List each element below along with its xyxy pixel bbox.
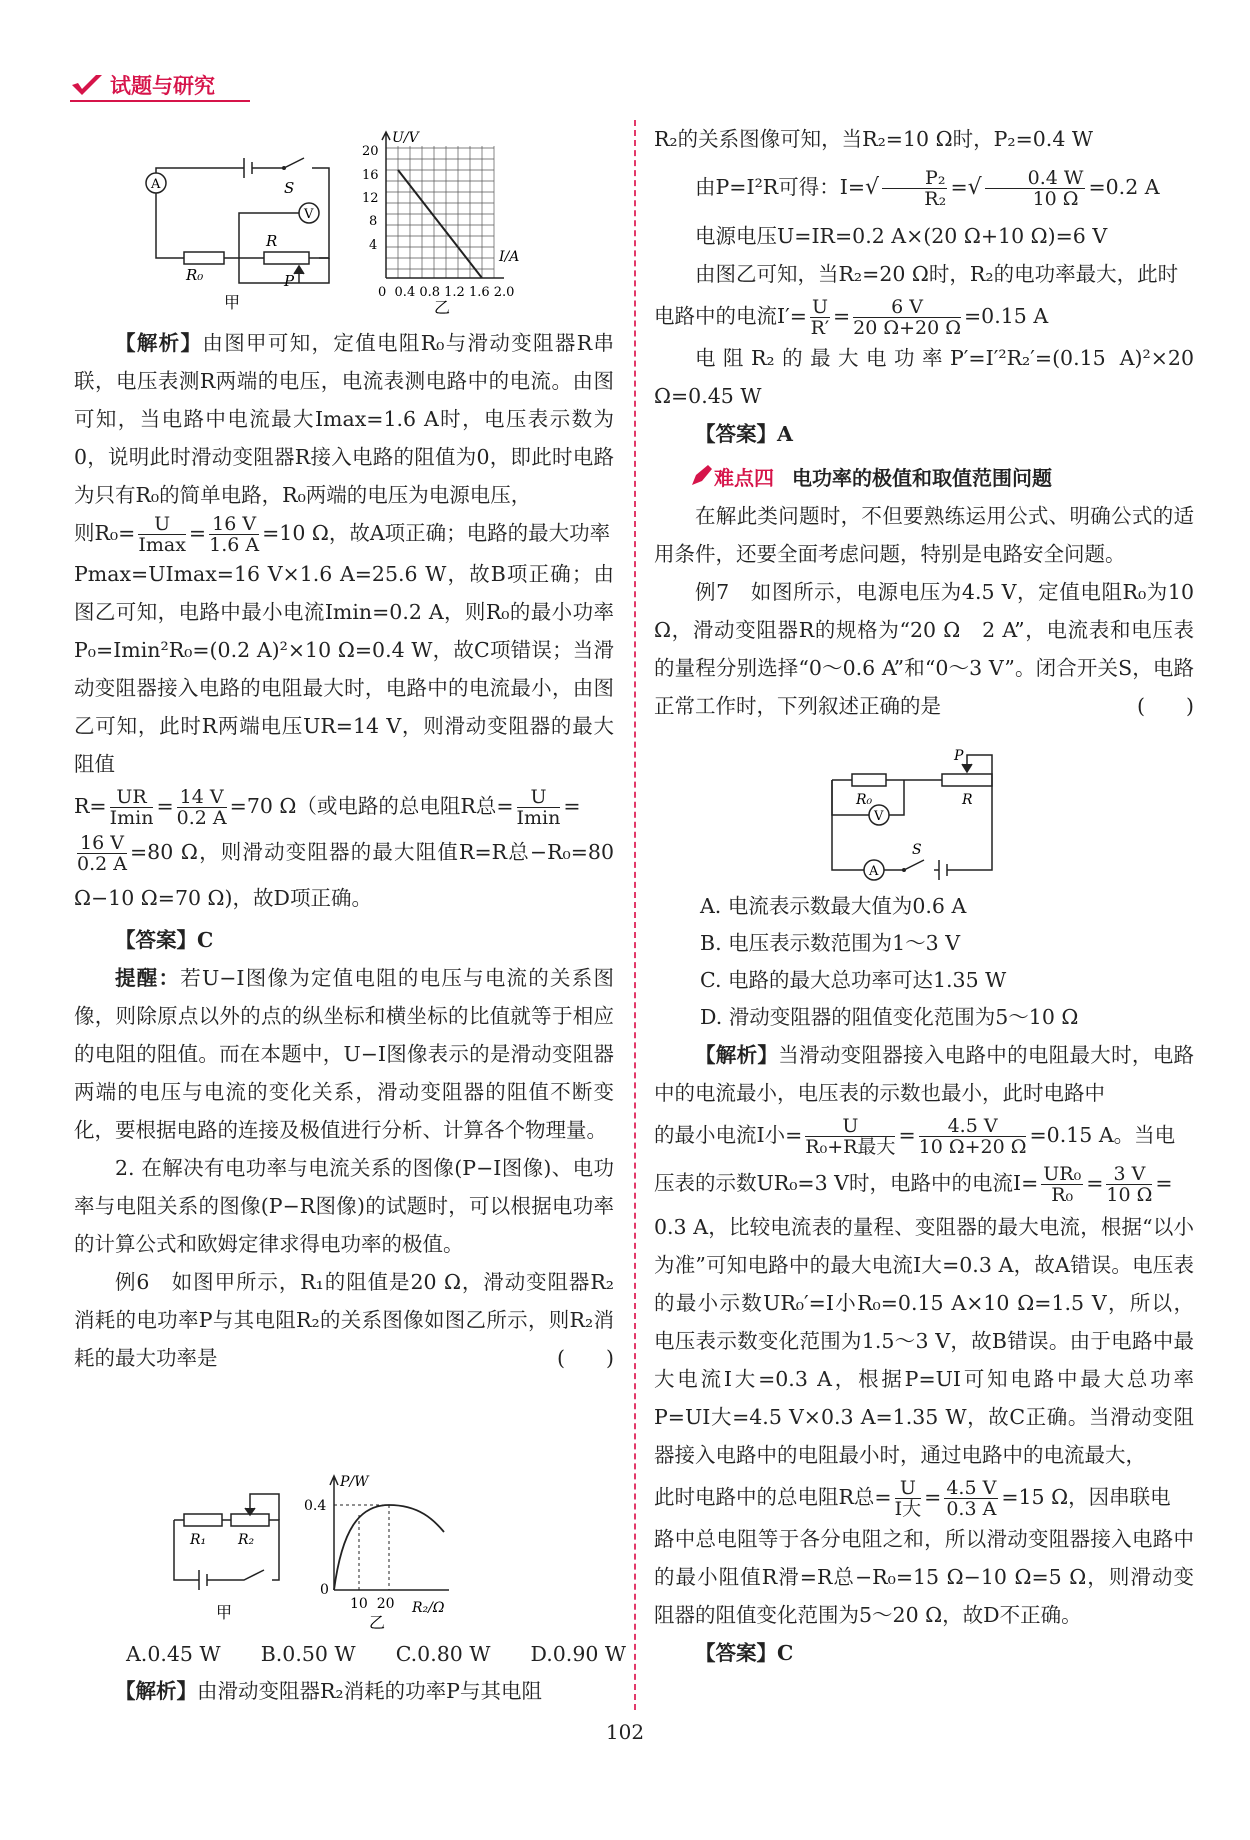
answer-example7: 【答案】C — [695, 1641, 794, 1665]
page-header — [70, 70, 215, 100]
voltmeter-label-3: V — [874, 809, 884, 824]
fraction-p2-r2: $\frac{\text{P₂}}{\text{R₂}}$ — [882, 168, 947, 209]
equals-sign-2: = — [1155, 1171, 1173, 1195]
analysis-tag-2: 【解析】 — [115, 1679, 197, 1703]
pen-icon — [688, 463, 714, 489]
analysis-r-middle: =70 Ω（或电路的总电阻R总= — [229, 794, 514, 818]
fraction-4.5v-30ohm: $\frac{4.5 V}{10 \Omega+20 \Omega}$ — [918, 1115, 1027, 1158]
fraction-14v-0.2a: $\frac{14 V}{0.2 A}$ — [176, 786, 227, 829]
figure-2-circuit-and-graph — [164, 1470, 524, 1630]
fraction-u-imin: $\frac{U}{Imin}$ — [516, 786, 561, 829]
slider-p-label: P — [284, 272, 295, 290]
resistor-r1-label: R₁ — [190, 1532, 207, 1548]
figure2-label-jia: 甲 — [216, 1603, 233, 1622]
option-b: B.0.50 W — [260, 1642, 356, 1666]
figure-label-yi: 乙 — [434, 298, 451, 317]
y-tick-20: 20 — [362, 144, 379, 159]
formula-iprime-result: =0.15 A — [964, 304, 1049, 328]
analysis-example6-text: 由滑动变阻器R₂消耗的功率P与其电阻 — [197, 1679, 542, 1703]
voltmeter-label: V — [304, 207, 314, 222]
p-axis-label: P/W — [340, 1474, 369, 1490]
formula-i-result: =0.2 A — [1088, 175, 1160, 199]
figure-3-circuit — [824, 750, 1024, 880]
tip-tag: 提醒： — [115, 966, 181, 990]
option7-c: C. 电路的最大总功率可达1.35 W — [700, 968, 1007, 992]
analysis7-text-3: 路中总电阻等于各分电阻之和，所以滑动变阻器接入电路中的最小阻值R滑=R总−R₀=15 Ω−10 Ω=5 Ω，则滑动变阻器的阻值变化范围为5～20 Ω，故D不正确。 — [654, 1527, 1194, 1627]
r-text-6: 电阻R₂的最大电功率P′=I′²R₂′=(0.15 A)²×20 Ω=0.45 W — [654, 346, 1194, 408]
header-underline — [70, 100, 250, 102]
analysis-text-2: Pmax=UImax=16 V×1.6 A=25.6 W，故B项正确；由图乙可知，电路中最小电流Imin=0.2 A，则R₀的最小功率P₀=Imin²R₀=(0.2 A)²×10 Ω=0.4 W，故C项错误；当滑动变阻器接入电路的电阻最大时，电路中的电流最小，由图乙可知，此时R两端电压UR=14 V，则滑动变阻器的最大阻值 — [74, 562, 614, 776]
resistor-r0-label-3: R₀ — [856, 792, 873, 808]
formula-imin-result: =0.15 A。当电 — [1029, 1123, 1176, 1147]
formula-i-ur0-prefix: 压表的示数UR₀=3 V时，电路中的电流I= — [654, 1171, 1039, 1195]
fraction-ur0-r0: $\frac{\text{UR₀}}{\text{R₀}}$ — [1043, 1163, 1082, 1206]
y-tick-4: 4 — [369, 238, 378, 253]
hard-point-title: 电功率的极值和取值范围问题 — [792, 465, 1052, 490]
analysis-text-3: =80 Ω，则滑动变阻器的最大阻值R=R总−R₀=80 Ω−10 Ω=70 Ω)，故D项正确。 — [74, 840, 614, 910]
figure-label-jia: 甲 — [224, 293, 241, 312]
formula-imin-prefix: 的最小电流I小= — [654, 1123, 803, 1147]
x-ticks-10-20: 10 20 — [350, 1596, 395, 1612]
fraction-16v-0.2a: $\frac{16 V}{0.2 A}$ — [77, 832, 127, 875]
figure-1-circuit-and-graph — [144, 128, 520, 317]
equals-sign: = — [563, 794, 581, 818]
tip-text: 若U−I图像为定值电阻的电压与电流的关系图像，则除原点以外的点的纵坐标和横坐标的比值就等于相应的电阻的阻值。而在本题中，U−I图像表示的是滑动变阻器两端的电压与电流的变化关系，滑动变阻器的阻值不断变化，要根据电路的连接及极值进行分析、计算各个物理量。 — [74, 966, 615, 1142]
origin-label: 0 — [320, 1582, 329, 1598]
option-c: C.0.80 W — [395, 1642, 491, 1666]
slider-p-label-3: P — [954, 748, 964, 764]
analysis-r0-prefix: 则R₀= — [74, 521, 136, 545]
r-axis-label: R₂/Ω — [412, 1600, 445, 1616]
resistor-r-label: R — [266, 232, 278, 250]
y-tick-0.4: 0.4 — [304, 1498, 327, 1514]
analysis7-text-2: 0.3 A，比较电流表的量程、变阻器的最大电流，根据“以小为准”可知电路中的最大电流I大=0.3 A，故A错误。电压表的最小示数UR₀′=I小R₀=0.15 A×10 Ω=1.5 V，所以，电压表示数变化范围为1.5～3 V，故B错误。由于电路中最大电流I大=0.3 A，根据P=UI可知电路中最大总功率P=UI大=4.5 V×0.3 A=1.35 W，故C正确。当滑动变阻器接入电路中的电阻最小时，通过电路中的电流最大， — [654, 1215, 1194, 1467]
fraction-4.5v-0.3a: $\frac{4.5 V}{0.3 A}$ — [946, 1477, 997, 1520]
example7-answer-blank: ( ) — [1137, 694, 1194, 718]
switch-label: S — [284, 179, 295, 197]
resistor-r0-label: R₀ — [186, 266, 204, 284]
method-2-text: 2. 在解决有电功率与电流关系的图像(P−I图像)、电功率与电阻关系的图像(P−R图像)的试题时，可以根据电功率的计算公式和欧姆定律求得电功率的极值。 — [74, 1156, 614, 1256]
option-d: D.0.90 W — [530, 1642, 626, 1666]
y-tick-12: 12 — [362, 191, 379, 206]
analysis-tag: 【解析】 — [115, 331, 203, 355]
figure2-label-yi: 乙 — [369, 1613, 386, 1632]
analysis-r0-suffix: =10 Ω，故A项正确；电路的最大功率 — [262, 521, 611, 545]
formula-iprime-prefix: 电路中的电流I′= — [654, 304, 807, 328]
ammeter-label-3: A — [869, 864, 879, 879]
y-tick-8: 8 — [369, 214, 378, 229]
formula-rtotal-prefix: 此时电路中的总电阻R总= — [654, 1485, 892, 1509]
analysis-example7: 【解析】当滑动变阻器接入电路中的电阻最大时，电路中的电流最小，电压表的示数也最小，此时电路中 的最小电流I小= $\frac{U}{\text{R₀+R最大}}$ = $\frac{4.5 V}{10 \Omega+20 \Omega}$ =0.15 A。当电 压表的示数UR₀=3 V时，电路中的电流I= $\frac{\text{UR₀}}{\text{R₀}}$ = $\frac{3 V}{10 \Omega}$ = 0.3 A，比较电流表的量程、变阻器的最大电流，根据“以小为准”可知电路中的最大电流I大=0.3 A，故A错误。电压表的最小示数UR₀′=I小R₀=0.15 A×10 Ω=1.5 V，所以，电压表示数变化范围为1.5～3 V，故B错误。由于电路中最大电流I大=0.3 A，根据P=UI可知电路中最大总功率P=UI大=4.5 V×0.3 A=1.35 W，故C正确。当滑动变阻器接入电路中的电阻最小时，通过电路中的电流最大， 此时电路中的总电阻R总= $\frac{U}{\text{I大}}$ = $\frac{4.5 V}{0.3 A}$ =15 Ω，因串联电 路中总电阻等于各分电阻之和，所以滑动变阻器接入电路中的最小阻值R滑=R总−R₀=15 Ω−10 Ω=5 Ω，则滑动变阻器的阻值变化范围为5～20 Ω，故D不正确。 【答案】C — [654, 1036, 1194, 1672]
example7-options — [700, 888, 1194, 1036]
answer-example5: 【答案】C — [115, 928, 214, 952]
analysis-example6-start — [74, 1672, 614, 1710]
u-axis-label: U/V — [392, 130, 419, 146]
fraction-u-imax: $\frac{U}{Imax}$ — [138, 513, 186, 556]
fraction-6v-40ohm: $\frac{6 V}{20 \Omega+20 \Omega}$ — [853, 296, 961, 339]
x-ticks: 0 0.4 0.8 1.2 1.6 2.0 — [378, 285, 515, 300]
example6-answer-blank: ( ) — [557, 1346, 614, 1370]
hard-point-heading — [688, 459, 1194, 493]
analysis-example5: 【解析】由图甲可知，定值电阻R₀与滑动变阻器R串联，电压表测R两端的电压，电流表测电路中的电流。由图可知，当电路中电流最大Imax=1.6 A时，电压表示数为0，说明此时滑动变阻器R接入电路的阻值为0，即此时电路为只有R₀的简单电路，R₀两端的电压为电源电压， 则R₀= $\frac{U}{Imax}$ = $\frac{16 V}{1.6 A}$ =10 Ω，故A项正确；电路的最大功率 Pmax=UImax=16 V×1.6 A=25.6 W，故B项正确；由图乙可知，电路中最小电流Imin=0.2 A，则R₀的最小功率P₀=Imin²R₀=(0.2 A)²×10 Ω=0.4 W，故C项错误；当滑动变阻器接入电路的电阻最大时，电路中的电流最小，由图乙可知，此时R两端电压UR=14 V，则滑动变阻器的最大阻值 R= $\frac{UR}{Imin}$ = $\frac{14 V}{0.2 A}$ =70 Ω（或电路的总电阻R总= $\frac{U}{Imin}$ = $\frac{16 V}{0.2 A}$ =80 Ω，则滑动变阻器的最大阻值R=R总−R₀=80 Ω−10 Ω=70 Ω)，故D项正确。 【答案】C 提醒：若U−I图像为定值电阻的电压与电流的关系图像，则除原点以外的点的纵坐标和横坐标的比值就等于相应的电阻的阻值。而在本题中，U−I图像表示的是滑动变阻器两端的电压与电流的变化关系，滑动变阻器的阻值不断变化，要根据电路的连接及极值进行分析、计算各个物理量。 2. 在解决有电功率与电流关系的图像(P−I图像)、电功率与电阻关系的图像(P−R图像)的试题时，可以根据电功率的计算公式和欧姆定律求得电功率的极值。 例6 如图甲所示，R₁的阻值是20 Ω，滑动变阻器R₂消耗的电功率P与其电阻R₂的关系图像如图乙所示，则R₂消耗的最大功率是 ( ) — [74, 324, 614, 1377]
analysis-text-1: 由图甲可知，定值电阻R₀与滑动变阻器R串联，电压表测R两端的电压，电流表测电路中的电流。由图可知，当电路中电流最大Imax=1.6 A时，电压表示数为0，说明此时滑动变阻器R接入电路的阻值为0，即此时电路为只有R₀的简单电路，R₀两端的电压为电源电压， — [74, 331, 615, 507]
resistor-r2-label: R₂ — [238, 1532, 255, 1548]
option7-b: B. 电压表示数范围为1～3 V — [700, 931, 961, 955]
option7-d: D. 滑动变阻器的阻值变化范围为5～10 Ω — [700, 1005, 1079, 1029]
r-text-4: 由图乙可知，当R₂=20 Ω时，R₂的电功率最大，此时 — [695, 262, 1179, 286]
switch-label-3: S — [912, 842, 922, 858]
fraction-u-rprime: $\frac{U}{R'}$ — [810, 296, 830, 339]
ammeter-label: A — [151, 177, 161, 192]
fraction-3v-10ohm: $\frac{3 V}{10 \Omega}$ — [1106, 1163, 1153, 1206]
y-tick-16: 16 — [362, 168, 379, 183]
formula-i-prefix: 由P=I²R可得：I= — [695, 175, 865, 199]
example6-stem: 例6 如图甲所示，R₁的阻值是20 Ω，滑动变阻器R₂消耗的电功率P与其电阻R₂的关系图像如图乙所示，则R₂消耗的最大功率是 — [74, 1270, 614, 1370]
fraction-ur-imin: $\frac{UR}{Imin}$ — [109, 786, 154, 829]
option7-a: A. 电流表示数最大值为0.6 A — [700, 894, 967, 918]
hard-point-tag: 难点四 — [714, 465, 774, 490]
fraction-16v-1.6a: $\frac{16 V}{1.6 A}$ — [209, 513, 260, 556]
checkmark-icon — [70, 73, 104, 97]
ui-graph — [386, 146, 494, 278]
example7-stem: 例7 如图所示，电源电压为4.5 V，定值电阻R₀为10 Ω，滑动变阻器R的规格为“20 Ω 2 A”，电流表和电压表的量程分别选择“0～0.6 A”和“0～3 V”。闭合开关S，电路正常工作时，下列叙述正确的是 — [654, 580, 1194, 718]
fraction-u-r0rmax: $\frac{U}{\text{R₀+R最大}}$ — [805, 1115, 896, 1158]
option-a: A.0.45 W — [126, 1642, 221, 1666]
analysis7-text-1: 当滑动变阻器接入电路中的电阻最大时，电路中的电流最小，电压表的示数也最小，此时电路中 — [654, 1043, 1195, 1105]
page-number: 102 — [605, 1720, 645, 1744]
formula-rtotal-result: =15 Ω，因串联电 — [1001, 1485, 1171, 1509]
column-divider — [634, 120, 636, 1710]
analysis-r-prefix: R= — [74, 794, 107, 818]
fraction-0.4w-10ohm: $\frac{0.4 W}{10 \Omega}$ — [985, 168, 1086, 209]
analysis-tag-3: 【解析】 — [695, 1043, 779, 1067]
r-text-1: R₂的关系图像可知，当R₂=10 Ω时，P₂=0.4 W — [654, 127, 1093, 151]
i-axis-label: I/A — [499, 249, 520, 265]
header-title: 试题与研究 — [110, 74, 215, 98]
hard-point-intro: 在解此类问题时，不但要熟练运用公式、明确公式的适用条件，还要全面考虑问题，特别是电路安全问题。 — [654, 504, 1194, 566]
example6-options — [126, 1636, 626, 1673]
resistor-r-label-3: R — [962, 792, 973, 808]
analysis-example6-cont: R₂的关系图像可知，当R₂=10 Ω时，P₂=0.4 W 由P=I²R可得：I=√ $\frac{\text{P₂}}{\text{R₂}}$ =√ $\frac{0.4 W}{10 \Omega}$ =0.2 A 电源电压U=IR=0.2 A×(20 Ω+10 Ω)=6 V 由图乙可知，当R₂=20 Ω时，R₂的电功率最大，此时 电路中的电流I′= $\frac{U}{R'}$ = $\frac{6 V}{20 \Omega+20 \Omega}$ =0.15 A 电阻R₂的最大电功率P′=I′²R₂′=(0.15 A)²×20 Ω=0.45 W 【答案】A 难点四 电功率的极值和取值范围问题 在解此类问题时，不但要熟练运用公式、明确公式的适用条件，还要全面考虑问题，特别是电路安全问题。 例7 如图所示，电源电压为4.5 V，定值电阻R₀为10 Ω，滑动变阻器R的规格为“20 Ω 2 A”，电流表和电压表的量程分别选择“0～0.6 A”和“0～3 V”。闭合开关S，电路正常工作时，下列叙述正确的是 ( ) — [654, 120, 1194, 725]
fraction-u-imax2: $\frac{U}{\text{I大}}$ — [894, 1477, 922, 1520]
answer-example6: 【答案】A — [695, 422, 793, 446]
r-text-voltage: 电源电压U=IR=0.2 A×(20 Ω+10 Ω)=6 V — [695, 224, 1108, 248]
